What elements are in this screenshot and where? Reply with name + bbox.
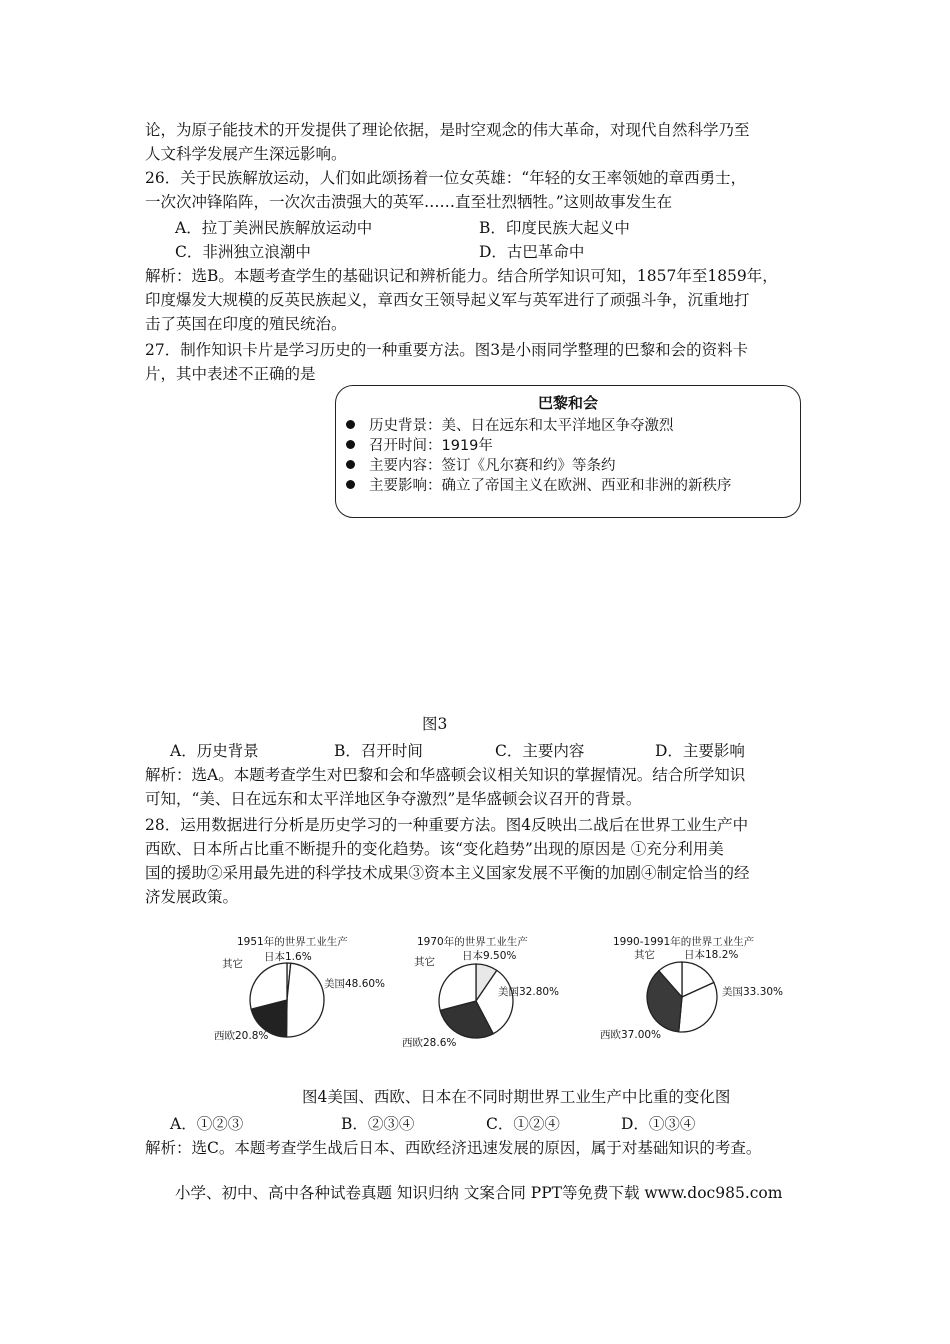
q28-option-b: B．②③④ (341, 1115, 415, 1133)
q27-analysis: 可知，“美、日在远东和太平洋地区争夺激烈”是华盛顿会议召开的背景。 (145, 790, 642, 808)
question-26-stem: 一次次冲锋陷阵，一次次击溃强大的英军……直至壮烈牺牲。”这则故事发生在 (145, 193, 673, 211)
pie-slice-label: 日本1.6% (264, 951, 312, 963)
pie-title: 1951年的世界工业生产 (237, 936, 348, 948)
pie-slice-label: 其它 (634, 949, 655, 961)
figure-4-pie-charts (0, 925, 950, 1085)
bullet-icon (346, 420, 355, 429)
q28-option-d: D．①③④ (621, 1115, 696, 1133)
q26-option-b: B．印度民族大起义中 (479, 219, 630, 237)
question-28-stem: 济发展政策。 (145, 888, 239, 906)
q27-option-c: C．主要内容 (495, 742, 585, 760)
q28-option-c: C．①②④ (486, 1115, 560, 1133)
q27-option-d: D．主要影响 (655, 742, 745, 760)
q26-option-d: D．古巴革命中 (479, 243, 585, 261)
question-28-stem: 国的援助②采用最先进的科学技术成果③资本主义国家发展不平衡的加剧④制定恰当的经 (145, 864, 750, 882)
question-28-stem: 西欧、日本所占比重不断提升的变化趋势。该“变化趋势”出现的原因是 ①充分利用美 (145, 840, 724, 858)
pie-slice-label: 西欧28.6% (402, 1037, 457, 1049)
bullet-icon (346, 460, 355, 469)
pie-slice-label: 西欧20.8% (214, 1030, 269, 1042)
pie-slice-label: 美国33.30% (722, 986, 784, 998)
pie-title: 1990-1991年的世界工业生产 (613, 936, 755, 948)
pie-slice-label: 其它 (414, 956, 435, 968)
question-28-stem: 28．运用数据进行分析是历史学习的一种重要方法。图4反映出二战后在世界工业生产中 (145, 816, 749, 834)
q27-analysis: 解析：选A。本题考查学生对巴黎和会和华盛顿会议相关知识的掌握情况。结合所学知识 (145, 766, 746, 784)
figure-4-caption: 图4美国、西欧、日本在不同时期世界工业生产中比重的变化图 (302, 1088, 731, 1106)
figure-3-label: 图3 (422, 715, 448, 733)
paragraph-line: 人文科学发展产生深远影响。 (145, 145, 347, 163)
pie-slice-label: 日本9.50% (462, 950, 517, 962)
pie-slice-label: 美国32.80% (498, 986, 560, 998)
card-item-background: 历史背景：美、日在远东和太平洋地区争夺激烈 (346, 414, 674, 435)
pie-title: 1970年的世界工业生产 (417, 936, 528, 948)
pie-slice-label: 西欧37.00% (600, 1029, 662, 1041)
q28-analysis: 解析：选C。本题考查学生战后日本、西欧经济迅速发展的原因，属于对基础知识的考查。 (145, 1139, 762, 1157)
question-27-stem: 片，其中表述不正确的是 (145, 365, 316, 383)
pie-slice (287, 963, 324, 1037)
q27-option-a: A．历史背景 (170, 742, 259, 760)
q26-analysis: 解析：选B。本题考查学生的基础识记和辨析能力。结合所学知识可知，1857年至1859年， (145, 267, 778, 285)
q27-option-b: B．召开时间 (334, 742, 423, 760)
q28-option-a: A．①②③ (170, 1115, 244, 1133)
q26-analysis: 印度爆发大规模的反英民族起义，章西女王领导起义军与英军进行了顽强斗争，沉重地打 (145, 291, 750, 309)
pie-slice-label: 日本18.2% (684, 949, 739, 961)
card-item-impact: 主要影响：确立了帝国主义在欧洲、西亚和非洲的新秩序 (346, 474, 732, 495)
q26-option-a: A．拉丁美洲民族解放运动中 (175, 219, 373, 237)
question-26-stem: 26．关于民族解放运动，人们如此颂扬着一位女英雄：“年轻的女王率领她的章西勇士， (145, 169, 747, 187)
bullet-icon (346, 440, 355, 449)
paragraph-line: 论，为原子能技术的开发提供了理论依据，是时空观念的伟大革命，对现代自然科学乃至 (145, 121, 750, 139)
card-item-content: 主要内容：签订《凡尔赛和约》等条约 (346, 454, 616, 475)
knowledge-card (335, 385, 801, 518)
card-title: 巴黎和会 (537, 394, 598, 412)
page-footer: 小学、初中、高中各种试卷真题 知识归纳 文案合同 PPT等免费下载 www.doc985.com (175, 1184, 783, 1202)
bullet-icon (346, 480, 355, 489)
pie-slice-label: 美国48.60% (324, 978, 386, 990)
question-27-stem: 27．制作知识卡片是学习历史的一种重要方法。图3是小雨同学整理的巴黎和会的资料卡 (145, 341, 749, 359)
q26-analysis: 击了英国在印度的殖民统治。 (145, 315, 347, 333)
q26-option-c: C．非洲独立浪潮中 (175, 243, 311, 261)
pie-slice-label: 其它 (222, 958, 243, 970)
card-item-time: 召开时间：1919年 (346, 434, 493, 455)
